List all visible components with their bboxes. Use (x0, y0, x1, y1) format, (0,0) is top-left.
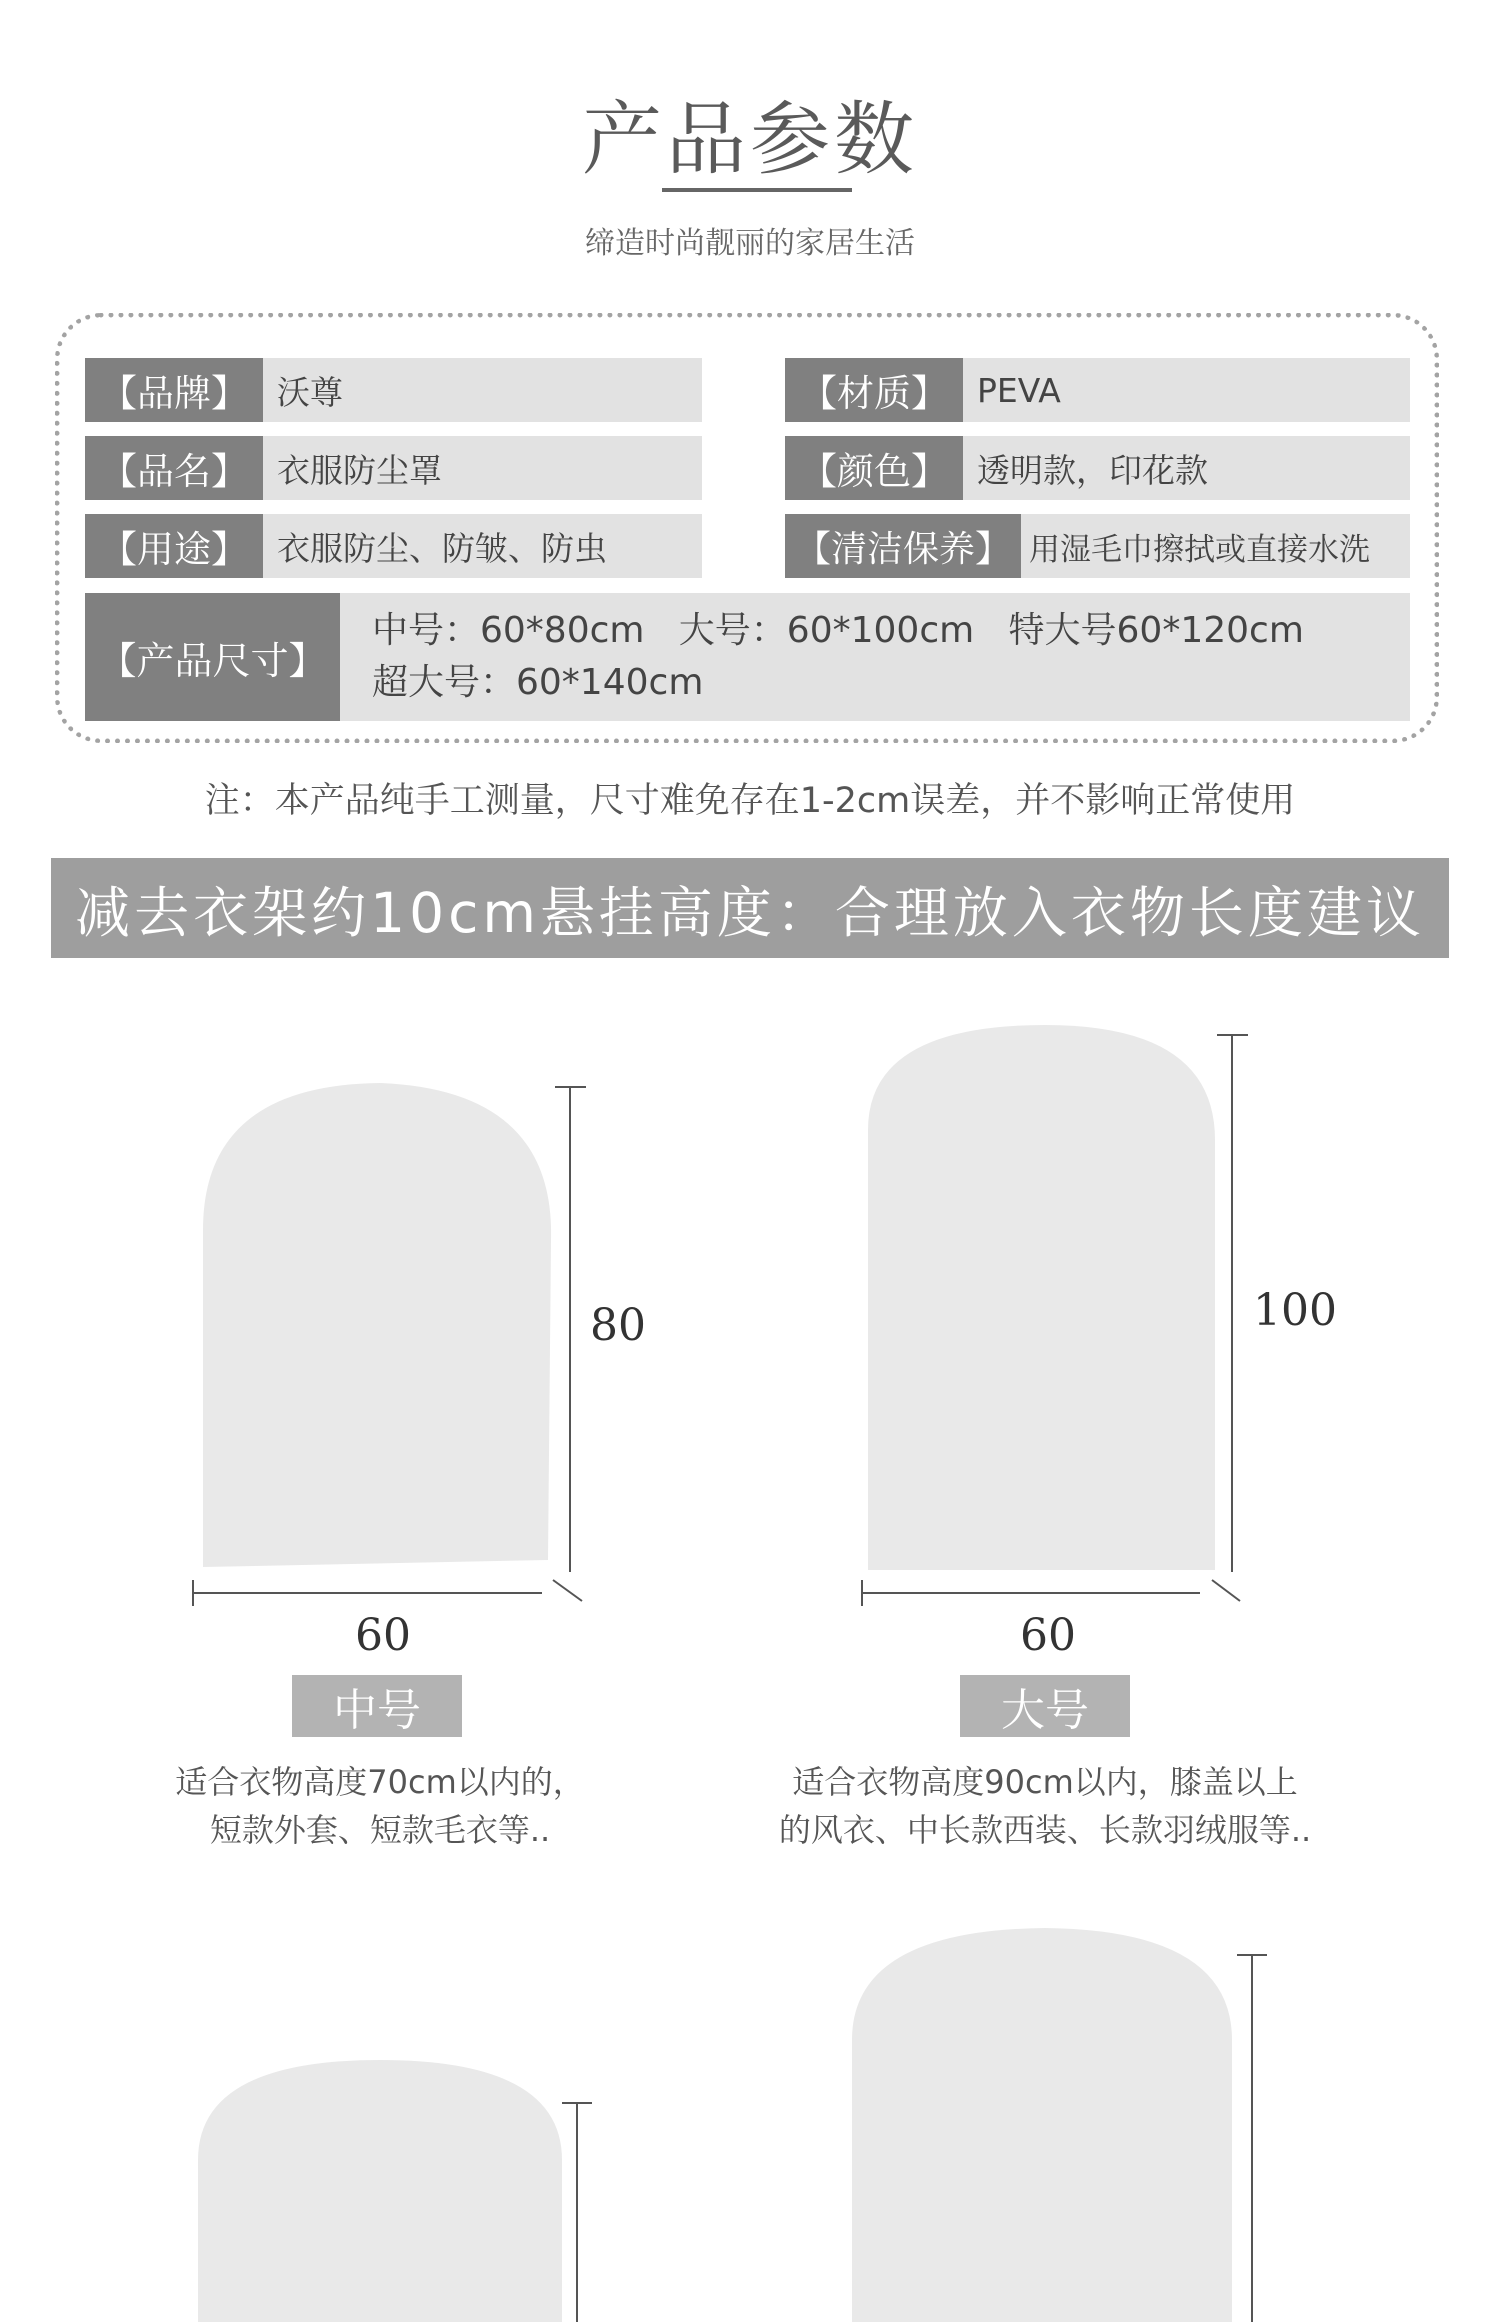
spec-value: 透明款，印花款 (963, 436, 1410, 500)
spec-value: 衣服防尘、防皱、防虫 (263, 514, 702, 578)
width-label-large: 60 (1020, 1610, 1076, 1661)
page-title: 产品参数 (582, 93, 918, 186)
height-label-large: 100 (1253, 1285, 1337, 1336)
size-line-1: 中号：60*80cm 大号：60*100cm 特大号60*120cm (372, 610, 1304, 651)
desc-large (695, 1758, 1395, 1854)
size-tag-medium: 中号 (292, 1675, 462, 1737)
spec-value: PEVA (963, 358, 1410, 422)
spec-value: 沃尊 (263, 358, 702, 422)
spec-label: 【用途】 (85, 514, 263, 578)
garment-cover-medium (203, 1083, 551, 1567)
garment-cover-xl (198, 2060, 562, 2322)
width-label-medium: 60 (355, 1610, 411, 1661)
spec-value: 用湿毛巾擦拭或直接水洗 (1021, 514, 1410, 578)
desc-line: 适合衣物高度90cm以内，膝盖以上 (792, 1763, 1298, 1801)
garment-cover-large (868, 1025, 1215, 1570)
spec-value: 衣服防尘罩 (263, 436, 702, 500)
spec-label: 【颜色】 (785, 436, 963, 500)
banner-text: 减去衣架约10cm悬挂高度：合理放入衣物长度建议 (75, 880, 1425, 945)
page-subtitle: 缔造时尚靓丽的家居生活 (585, 226, 915, 261)
size-line-2: 超大号：60*140cm (372, 662, 704, 703)
spec-label: 【品名】 (85, 436, 263, 500)
desc-medium (30, 1758, 730, 1854)
measurement-note: 注：本产品纯手工测量，尺寸难免存在1-2cm误差，并不影响正常使用 (204, 781, 1296, 821)
desc-line: 的风衣、中长款西装、长款羽绒服等.. (778, 1811, 1312, 1849)
size-tag-large: 大号 (960, 1675, 1130, 1737)
desc-line: 短款外套、短款毛衣等.. (209, 1811, 551, 1849)
spec-label: 【产品尺寸】 (85, 593, 340, 721)
garment-cover-xxl (852, 1928, 1232, 2322)
desc-line: 适合衣物高度70cm以内的， (175, 1763, 585, 1801)
corner-tick-medium (553, 1580, 582, 1601)
spec-label: 【材质】 (785, 358, 963, 422)
spec-label: 【品牌】 (85, 358, 263, 422)
corner-tick-large (1212, 1580, 1240, 1601)
spec-label: 【清洁保养】 (785, 514, 1021, 578)
height-label-medium: 80 (590, 1300, 646, 1351)
